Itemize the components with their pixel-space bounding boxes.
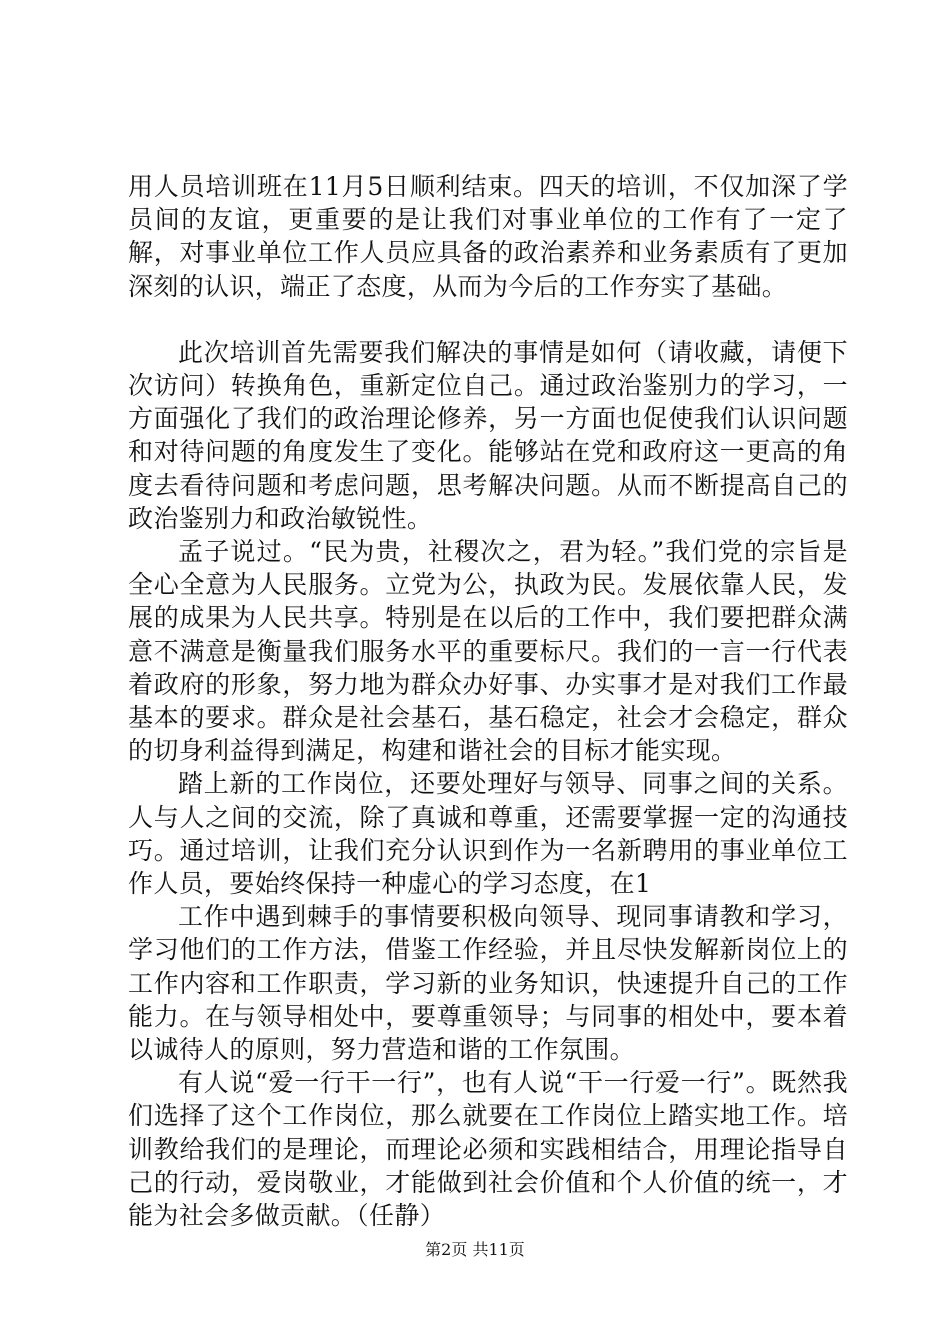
paragraph-1: 用人员培训班在11月5日顺利结束。四天的培训，不仅加深了学员间的友谊，更重要的是让我们对事业单位的工作有了一定了解，对事业单位工作人员应具备的政治素养和业务素质有了更加深刻的认识，端正了态度，从而为今后的工作夯实了基础。 <box>128 172 848 301</box>
document-body <box>128 170 848 1232</box>
paragraph-4: 踏上新的工作岗位，还要处理好与领导、同事之间的关系。人与人之间的交流，除了真诚和尊重，还需要掌握一定的沟通技巧。通过培训，让我们充分认识到作为一名新聘用的事业单位工作人员，要始终保持一种虚心的学习态度，在1 <box>128 769 848 899</box>
paragraph-5: 工作中遇到棘手的事情要积极向领导、现同事请教和学习，学习他们的工作方法，借鉴工作经验，并且尽快发解新岗位上的工作内容和工作职责，学习新的业务知识，快速提升自己的工作能力。在与领导相处中，要尊重领导；与同事的相处中，要本着以诚待人的原则，努力营造和谐的工作氛围。 <box>128 902 848 1065</box>
paragraph-2: 此次培训首先需要我们解决的事情是如何（请收藏，请便下次访问）转换角色，重新定位自己。通过政治鉴别力的学习，一方面强化了我们的政治理论修养，另一方面也促使我们认识问题和对待问题的角度发生了变化。能够站在党和政府这一更高的角度去看待问题和考虑问题，思考解决问题。从而不断提高自己的政治鉴别力和政治敏锐性。 <box>128 337 848 533</box>
paragraph-3: 孟子说过。“民为贵，社稷次之，君为轻。”我们党的宗旨是全心全意为人民服务。立党为公，执政为民。发展依靠人民，发展的成果为人民共享。特别是在以后的工作中，我们要把群众满意不满意是衡量我们服务水平的重要标尺。我们的一言一行代表着政府的形象，努力地为群众办好事、办实事才是对我们工作最基本的要求。群众是社会基石，基石稳定，社会才会稳定，群众的切身利益得到满足，构建和谐社会的目标才能实现。 <box>128 537 848 766</box>
paragraph-6: 有人说“爱一行干一行”，也有人说“干一行爱一行”。既然我们选择了这个工作岗位，那么就要在工作岗位上踏实地工作。培训教给我们的是理论，而理论必须和实践相结合，用理论指导自己的行动，爱岗敬业，才能做到社会价值和个人价值的统一，才能为社会多做贡献。（任静） <box>128 1068 848 1231</box>
page-number-footer: 第2页 共11页 <box>425 1240 525 1259</box>
